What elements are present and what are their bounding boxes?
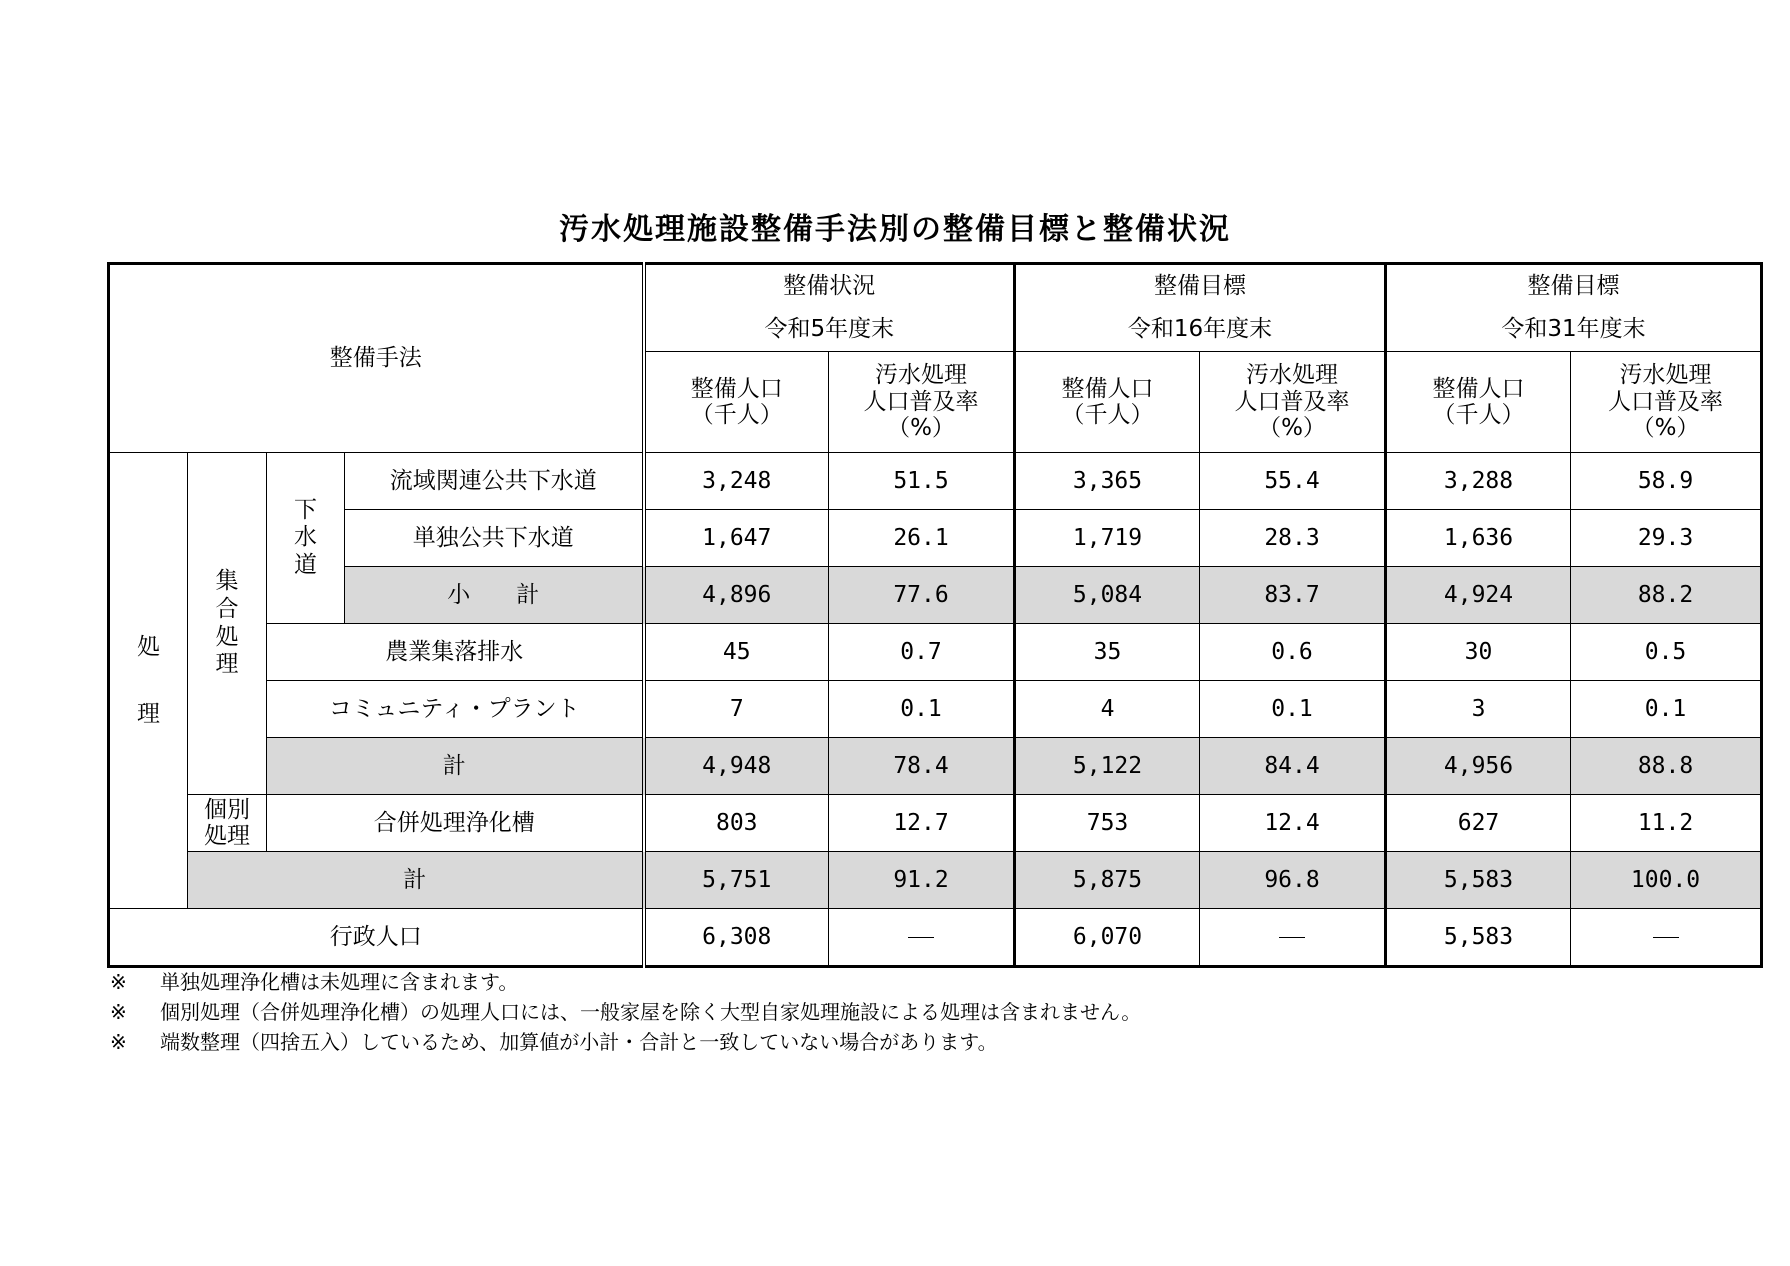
row-label: 農業集落排水 <box>267 624 644 681</box>
rate-unit: （%） <box>887 415 955 442</box>
cell-value: 753 <box>1015 795 1200 852</box>
table-row-subtotal <box>109 567 1762 624</box>
cell-value: 83.7 <box>1200 567 1386 624</box>
row-label: コミュニティ・プラント <box>267 681 644 738</box>
cell-value: 0.5 <box>1571 624 1762 681</box>
rate-unit: （%） <box>1258 415 1326 442</box>
cell-value: 45 <box>644 624 829 681</box>
cell-value: 91.2 <box>829 852 1015 909</box>
footnote <box>110 1027 1710 1057</box>
cell-value: 51.5 <box>829 453 1015 510</box>
cell-value: 84.4 <box>1200 738 1386 795</box>
cell-value: 5,122 <box>1015 738 1200 795</box>
population-unit: （千人） <box>690 402 783 428</box>
population-header <box>1015 352 1200 453</box>
note-mark: ※ <box>110 970 127 994</box>
population-label-line: 整備人口 <box>1432 375 1525 402</box>
row-label: 計 <box>267 738 644 795</box>
method-header: 整備手法 <box>109 264 644 453</box>
kobetsu-shori-label: 個別 処理 <box>188 795 267 852</box>
cell-value: 0.1 <box>1200 681 1386 738</box>
cell-value: 5,751 <box>644 852 829 909</box>
row-label: 単独公共下水道 <box>345 510 644 567</box>
group-period: 令和5年度末 <box>764 316 895 342</box>
row-label: 合併処理浄化槽 <box>267 795 644 852</box>
cell-value: 55.4 <box>1200 453 1386 510</box>
rate-label-line: 汚水処理 <box>1246 362 1339 389</box>
cell-value: 12.7 <box>829 795 1015 852</box>
footnote <box>110 967 1710 997</box>
population-unit: （千人） <box>1432 402 1525 428</box>
cell-value: 3 <box>1386 681 1571 738</box>
cell-value: 96.8 <box>1200 852 1386 909</box>
cell-value: 26.1 <box>829 510 1015 567</box>
cell-value: 78.4 <box>829 738 1015 795</box>
row-label: 計 <box>188 852 644 909</box>
dash-cell <box>829 909 1015 967</box>
cell-value: 1,647 <box>644 510 829 567</box>
cell-value: 5,583 <box>1386 909 1571 967</box>
summary-table <box>107 262 1763 968</box>
cell-value: 30 <box>1386 624 1571 681</box>
gesuido-label: 下水道 <box>267 453 345 624</box>
rate-label-line: 汚水処理 <box>875 362 967 389</box>
population-label-line: 整備人口 <box>1061 375 1154 402</box>
cell-value: 11.2 <box>1571 795 1762 852</box>
cell-value: 4,956 <box>1386 738 1571 795</box>
row-label: 小 計 <box>345 567 644 624</box>
row-label: 行政人口 <box>109 909 644 967</box>
cell-value: 35 <box>1015 624 1200 681</box>
cell-value: 3,365 <box>1015 453 1200 510</box>
shugo-shori-label: 集合処理 <box>188 453 267 795</box>
population-unit: （千人） <box>1061 402 1154 428</box>
cell-value: 4,924 <box>1386 567 1571 624</box>
group-period: 令和31年度末 <box>1501 316 1646 342</box>
cell-value: 803 <box>644 795 829 852</box>
note-text: 単独処理浄化槽は未処理に含まれます。 <box>160 970 519 994</box>
cell-value: 6,070 <box>1015 909 1200 967</box>
table-row <box>109 510 1762 567</box>
cell-value: 6,308 <box>644 909 829 967</box>
population-label-line: 整備人口 <box>690 375 783 402</box>
cell-value: 1,719 <box>1015 510 1200 567</box>
dash-mark <box>1653 937 1679 938</box>
group-header-r31 <box>1386 264 1762 352</box>
cell-value: 0.1 <box>829 681 1015 738</box>
group-status: 整備目標 <box>1154 273 1247 299</box>
table-row <box>109 624 1762 681</box>
cell-value: 12.4 <box>1200 795 1386 852</box>
note-text: 端数整理（四捨五入）しているため、加算値が小計・合計と一致していない場合があります。 <box>160 1030 998 1054</box>
cell-value: 4 <box>1015 681 1200 738</box>
page-title: 汚水処理施設整備手法別の整備目標と整備状況 <box>559 212 1231 247</box>
cell-value: 7 <box>644 681 829 738</box>
dash-cell <box>1571 909 1762 967</box>
group-status: 整備目標 <box>1527 273 1620 299</box>
dash-mark <box>908 937 934 938</box>
group-period: 令和16年度末 <box>1127 316 1273 342</box>
cell-value: 3,288 <box>1386 453 1571 510</box>
table-row <box>109 681 1762 738</box>
rate-header <box>829 352 1015 453</box>
cell-value: 0.7 <box>829 624 1015 681</box>
rate-unit: （%） <box>1631 415 1700 442</box>
rate-label-line: 人口普及率 <box>1608 388 1724 415</box>
table-row-total <box>109 738 1762 795</box>
note-mark: ※ <box>110 1000 127 1024</box>
shori-label: 処理 <box>109 453 188 909</box>
cell-value: 4,896 <box>644 567 829 624</box>
dash-cell <box>1200 909 1386 967</box>
rate-header <box>1200 352 1386 453</box>
group-header-r5 <box>644 264 1015 352</box>
cell-value: 5,084 <box>1015 567 1200 624</box>
cell-value: 3,248 <box>644 453 829 510</box>
rate-label-line: 汚水処理 <box>1619 362 1712 389</box>
cell-value: 88.8 <box>1571 738 1762 795</box>
cell-value: 100.0 <box>1571 852 1762 909</box>
table-row <box>109 453 1762 510</box>
cell-value: 5,583 <box>1386 852 1571 909</box>
note-mark: ※ <box>110 1030 127 1054</box>
table-row <box>109 795 1762 852</box>
rate-label-line: 人口普及率 <box>1234 388 1350 415</box>
rate-label-line: 人口普及率 <box>863 388 979 415</box>
dash-mark <box>1279 937 1305 938</box>
cell-value: 0.1 <box>1571 681 1762 738</box>
cell-value: 627 <box>1386 795 1571 852</box>
group-header-r16 <box>1015 264 1386 352</box>
table-row-admin-population <box>109 909 1762 967</box>
header-row-1 <box>109 264 1762 352</box>
cell-value: 28.3 <box>1200 510 1386 567</box>
table-row-total <box>109 852 1762 909</box>
rate-header <box>1571 352 1762 453</box>
cell-value: 77.6 <box>829 567 1015 624</box>
population-header <box>644 352 829 453</box>
row-label: 流域関連公共下水道 <box>345 453 644 510</box>
footnote <box>110 997 1710 1027</box>
cell-value: 0.6 <box>1200 624 1386 681</box>
footnotes <box>110 967 1710 1057</box>
cell-value: 58.9 <box>1571 453 1762 510</box>
cell-value: 5,875 <box>1015 852 1200 909</box>
population-header <box>1386 352 1571 453</box>
cell-value: 4,948 <box>644 738 829 795</box>
group-status: 整備状況 <box>783 273 876 299</box>
note-text: 個別処理（合併処理浄化槽）の処理人口には、一般家屋を除く大型自家処理施設による処理は含まれません。 <box>160 1000 1142 1024</box>
cell-value: 29.3 <box>1571 510 1762 567</box>
cell-value: 88.2 <box>1571 567 1762 624</box>
cell-value: 1,636 <box>1386 510 1571 567</box>
